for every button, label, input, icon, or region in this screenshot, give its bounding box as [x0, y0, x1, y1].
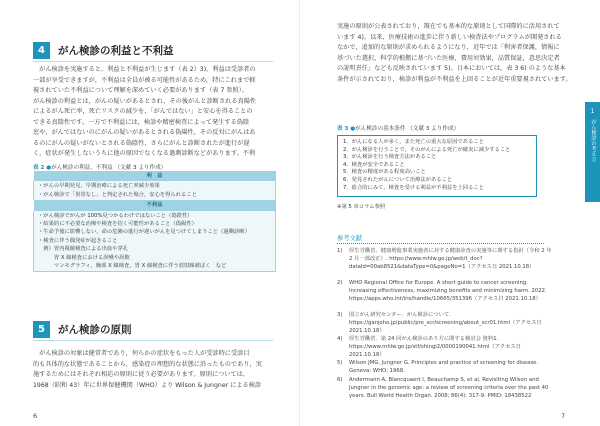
- caption-label: 表 2: [33, 165, 45, 171]
- references-heading: 参考文献: [337, 235, 363, 242]
- references-divider: [337, 243, 544, 244]
- chapter-tab: [585, 102, 600, 202]
- reference-text: 厚生労働省．第 24 回がん検診のあり方に関する検討会 資料1. https://www.mhlw.go.jp/stf/shingi2/0000190041.html（アクセス日 2021.10.18）: [349, 336, 522, 358]
- table-3-note: ※第 5 章コラム参照: [337, 204, 386, 210]
- reference-text: Andermann A, Blancquaert I, Beauchamp S, et al. Revisiting Wilson and Jungner in the genomic age: a review of screening criteria over the past 40 years. Bull World Health Organ. 2008; 86(4): 317-9. PMID: 18438522: [349, 377, 549, 399]
- caption-text: がん検診の利益，不利益: [51, 165, 113, 171]
- harm-item: 例）胃内視鏡検査による出血や穿孔: [38, 246, 129, 253]
- harm-item: 胃 X 線検査における誤嚥や誤飲: [38, 254, 130, 261]
- caption-note: （文献 3 より作成）: [407, 126, 460, 132]
- reference-number: 6): [337, 377, 343, 383]
- body-line: 実施の原則が公表されており，現在でも基本的な原則として国際的に活用されて: [337, 23, 560, 30]
- body-line: 一部が享受できますが，不利益は全員が被る可能性があるため，特にこれまで軽: [33, 76, 256, 84]
- reference-item: [337, 360, 553, 376]
- body-line: います 4)。以来，医療技術の進歩に伴う新しい検査法やプログラムが開発される: [337, 33, 562, 41]
- reference-text: WHO Regional Office for Europe. A short guide to cancer screening. Increasing effectiveness, maximizing benefits and minimizing harm. 2022. https://apps.who.int/iris/handle/10665/351396（アクセス日 2021.10.18）: [349, 280, 547, 302]
- reference-number: 5): [337, 360, 343, 366]
- section-number: 4: [33, 42, 50, 59]
- benefit-item: ・がんの早期発見，早期治療による死亡率減少効果: [38, 183, 160, 190]
- body-line: がん検診の対象は健常者であり，何らかの症状をもった人が受診時に受診目: [33, 350, 250, 357]
- section-title: がん検診の利益と不利益: [58, 44, 174, 57]
- condition-item: 7．総合的にみて，検査を受ける利益が不利益を上回ること: [343, 184, 484, 191]
- body-line: 1968（昭和 43）年に世界保健機関（WHO）より Wilson & Jungner による検診: [33, 381, 262, 389]
- left-page: [0, 0, 299, 426]
- body-line: 基づいた選択，科学的根拠に基づいた医療，費用対効果，品質保証，意思決定者: [337, 54, 560, 62]
- section-number: 5: [33, 321, 50, 338]
- reference-number: 4): [337, 336, 343, 342]
- section-divider: [33, 340, 273, 341]
- benefit-harm-table: [33, 171, 276, 272]
- body-line: の説明責任」なども反映されています 5)。日本においては，表 3 6) のような基本: [337, 65, 566, 72]
- page-number-left: 6: [33, 412, 38, 420]
- body-line: によるがん死亡率，死亡リスクの減少を，「がんではない」と安心を得ることの: [33, 108, 253, 115]
- benefit-header: 利 益: [34, 171, 276, 181]
- body-line: できる真陰性です。一方で不利益には，検診や精密検査によって発生する偽陰: [33, 118, 250, 126]
- body-line: 視されていた不利益について理解を深めていく必要があります（表 7 参照）。: [33, 87, 249, 94]
- reference-text: Wilson JMG, Jungner G. Principles and practice of screening for disease. Geneva: WHO; 1968.: [349, 360, 539, 374]
- condition-item: 6．発見されたがんについて治療法があること: [343, 176, 453, 183]
- harm-item: ・がん検診でがんが 100%見つかるわけではないこと（偽陰性）: [38, 212, 193, 219]
- section-divider: [33, 61, 273, 62]
- body-line: 施するためにはそれぞれ相応の原則に従う必要があります。原則については，: [33, 371, 249, 378]
- reference-item: [337, 248, 553, 271]
- body-line: く，症状が発生しないうちに他の原因でなくなる過剰診断などがあります。不利: [33, 150, 256, 157]
- reference-number: 3): [337, 312, 343, 318]
- table-3-caption: 表 3 ●がん検診の基本条件 （文献 3 より作成）: [337, 126, 460, 132]
- harm-header: 不利益: [34, 200, 276, 210]
- condition-item: 3．がん検診を行う検査方法があること: [343, 154, 437, 161]
- table-cell: [34, 211, 276, 272]
- caption-text: がん検診の基本条件: [355, 126, 406, 132]
- chapter-number: 1: [590, 108, 595, 115]
- reference-text: 厚生労働省．健康増進事業実施者に対する健康診査の実施等に関する指針（令和 2 年 2 月一部改正）. https://www.mhlw.go.jp/web/t_doc?dataId=00ab8521&dataType=0&pageNo=1（アクセス日 2021.10.18）: [349, 248, 552, 270]
- harm-item: ・生命予後に影響しない，命の危険の進行が遅いがんを見つけてしまうこと（過剰診断）: [38, 229, 250, 236]
- condition-item: 1．がんになる人が多く，また死亡の重大な原因であること: [343, 139, 484, 145]
- body-line: がん検診を実施すると，利益と不利益が生じます（表 2）3)。利益は受診者の: [33, 66, 256, 73]
- harm-item: ・結果的に不必要な治療や検査を招く可能性があること（偽陽性）: [38, 221, 197, 228]
- body-line: がん検診の利益とは，がんの疑いがあるとされ，その後がんと診断される真陽性: [33, 97, 257, 105]
- benefit-item: ・がん検診で「異常なし」と判定された場合，安心を得られること: [38, 191, 197, 198]
- body-line: 窓や，がんではないのにがんの疑いがあるとされる偽陽性，その反対にがんはあ: [33, 129, 256, 136]
- section-title: がん検診の原則: [58, 323, 132, 336]
- harm-item: マンモグラフィ，胸部 X 線検査，胃 X 線検査に伴う放射線被ばく など: [38, 263, 227, 270]
- basic-conditions-box: [337, 135, 537, 197]
- page-number-right: 7: [561, 412, 566, 420]
- reference-item: [337, 312, 553, 335]
- caption-note: （文献 3 より作成）: [114, 165, 167, 171]
- body-line: 条件が示されており，検診が利益が不利益を上回ることが近年重要視されています。: [337, 75, 572, 83]
- table-2-caption: 表 2 ●がん検診の利益，不利益 （文献 3 より作成）: [33, 165, 167, 171]
- reference-item: [337, 280, 553, 303]
- section-4-heading: [33, 41, 174, 59]
- table-cell: [34, 181, 276, 200]
- harm-item: ・検査に伴う偶発症が起きること: [38, 237, 118, 244]
- body-line: 的も具体的な状態であることから，感染症の理想的な状態に沿ったものであり，実: [33, 360, 262, 368]
- reference-item: [337, 377, 553, 400]
- body-line: なかで，追加的な原則が求められるようになり，近年では「利害者保護，情報に: [337, 44, 560, 51]
- reference-number: 1): [337, 248, 343, 254]
- reference-number: 2): [337, 280, 343, 286]
- condition-item: 4．検査が安全であること: [343, 161, 405, 168]
- condition-item: 5．検査の精度がある程度高いこと: [343, 169, 426, 176]
- caption-label: 表 3: [337, 126, 349, 132]
- reference-text: 国立がん研究センター．がん検診について. https://ganjoho.jp/public/pre_scr/screening/about_scr01.html（アクセス日 2021.10.18）: [349, 312, 542, 334]
- body-line: るのにがんの疑いがないとされる偽陰性，さらにがんと診断されたが進行が遅: [33, 139, 250, 147]
- reference-item: [337, 336, 553, 359]
- condition-item: 2．がん検診を行うことで，そのがんによる死亡が確実に減少すること: [343, 146, 511, 153]
- chapter-label: がん検診の考え方: [590, 119, 596, 163]
- section-5-heading: [33, 320, 132, 338]
